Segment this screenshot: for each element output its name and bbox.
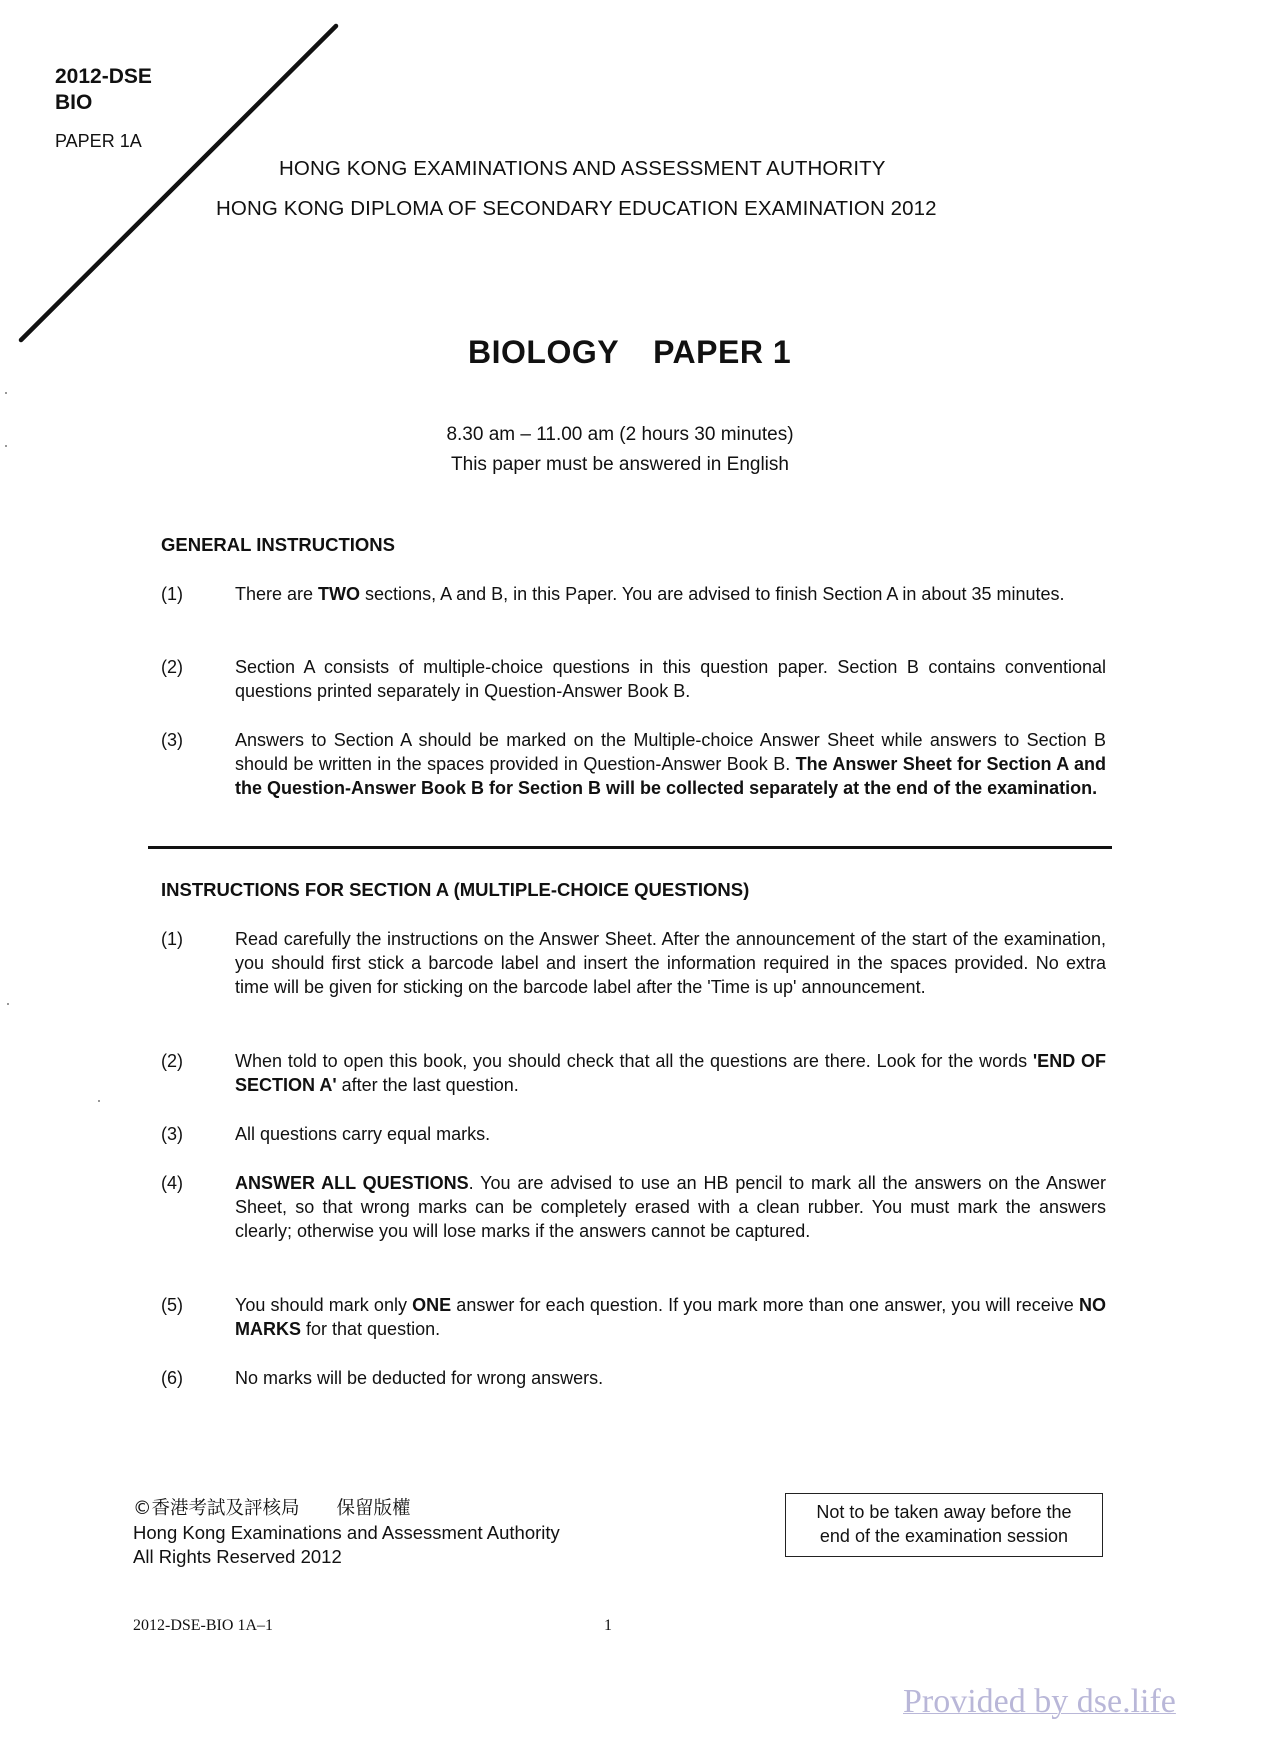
emphasized-text: ONE [412,1295,452,1315]
notice-box [785,1493,1103,1557]
general-instruction-item [161,728,1106,828]
text-run: No marks will be deducted for wrong answers. [235,1368,604,1388]
text-run: for that question. [301,1319,441,1339]
item-number: (3) [161,730,183,750]
paper-code-line1: 2012-DSE [55,65,152,88]
text-run: after the last question. [336,1075,519,1095]
item-number: (1) [161,929,183,949]
item-number: (3) [161,1124,183,1144]
text-run: answer for each question. If you mark more than one answer, you will receive [451,1295,1079,1315]
section-a-instruction-item [161,1049,1106,1099]
exam-time-info [320,420,920,480]
text-run: You should mark only [235,1295,413,1315]
item-text [235,582,1106,606]
copyright-chinese: ©香港考試及評核局 保留版權 [133,1498,411,1519]
section-a-instruction-item [161,927,1106,1025]
paper-code-line2: BIO [55,91,93,114]
paper-code-label: PAPER 1A [55,131,142,151]
authority-name: HONG KONG EXAMINATIONS AND ASSESSMENT AUTHORITY [279,157,886,180]
item-number: (5) [161,1295,183,1315]
watermark: Provided by dse.life [903,1683,1176,1720]
item-number: (1) [161,584,183,604]
scan-speck [7,1003,9,1005]
notice-line2: end of the examination session [819,1526,1069,1546]
general-instruction-item [161,655,1106,705]
text-run: Answers to Section A should be marked on the Multiple-choice Answer Sheet while answers to Section B should be written in the spaces provided in Question-Answer Book B. [235,730,1106,774]
exam-time: 8.30 am – 11.00 am (2 hours 30 minutes) [446,424,794,445]
section-a-instruction-item [161,1366,1106,1392]
general-instruction-item [161,582,1106,632]
item-number: (2) [161,657,183,677]
copyright-block [133,1497,560,1569]
text-run: All questions carry equal marks. [235,1124,491,1144]
emphasized-text: NO MARKS [235,1295,1106,1339]
item-text [235,1171,1106,1243]
item-text [235,1366,1106,1390]
text-run: Section A consists of multiple-choice questions in this question paper. Section B contains conventional questions printed separately in Question-Answer Book B. [235,657,1106,701]
exam-name: HONG KONG DIPLOMA OF SECONDARY EDUCATION EXAMINATION 2012 [216,197,937,220]
emphasized-text: 'END OF SECTION A' [235,1051,1106,1095]
emphasized-text: ANSWER ALL QUESTIONS [235,1173,469,1193]
subject-title [468,334,791,371]
copyright-rights: All Rights Reserved 2012 [133,1546,342,1567]
item-text [235,1049,1106,1097]
item-number: (6) [161,1368,183,1388]
text-run: There are [235,584,319,604]
text-run: When told to open this book, you should check that all the questions are there. Look for the words [235,1051,1033,1071]
page-number: 1 [604,1617,612,1634]
scan-speck [5,445,7,447]
section-divider [148,846,1112,849]
copyright-authority: Hong Kong Examinations and Assessment Authority [133,1522,560,1543]
general-instructions-heading: GENERAL INSTRUCTIONS [161,534,396,555]
item-number: (4) [161,1173,183,1193]
scan-speck [5,392,7,394]
section-a-instruction-item [161,1293,1106,1343]
language-note: This paper must be answered in English [451,454,789,475]
scan-speck [98,1100,100,1102]
item-text [235,927,1106,999]
text-run: . You are advised to use an HB pencil to mark all the answers on the Answer Sheet, so that wrong marks can be completely erased with a clean rubber. You must mark the answers clearly; otherwise you will lose marks if the answers cannot be captured. [235,1173,1106,1241]
item-text [235,1122,1106,1146]
item-text [235,1293,1106,1341]
paper-number: PAPER 1 [653,334,792,370]
section-a-instruction-item [161,1171,1106,1269]
section-a-instructions-heading: INSTRUCTIONS FOR SECTION A (MULTIPLE-CHOICE QUESTIONS) [161,879,750,900]
item-text [235,655,1106,703]
item-text [235,728,1106,800]
item-number: (2) [161,1051,183,1071]
emphasized-text: The Answer Sheet for Section A and the Question-Answer Book B for Section B will be collected separately at the end of the examination. [235,754,1106,798]
page-footer-code: 2012-DSE-BIO 1A–1 [133,1617,273,1634]
notice-line1: Not to be taken away before the [816,1502,1072,1522]
text-run: sections, A and B, in this Paper. You are advised to finish Section A in about 35 minutes. [360,584,1065,604]
text-run: Read carefully the instructions on the Answer Sheet. After the announcement of the start of the examination, you should first stick a barcode label and insert the information required in the spaces provided. No extra time will be given for sticking on the barcode label after the 'Time is up' announcement. [235,929,1106,997]
section-a-instruction-item [161,1122,1106,1148]
subject-name: BIOLOGY [468,334,620,370]
emphasized-text: TWO [318,584,361,604]
